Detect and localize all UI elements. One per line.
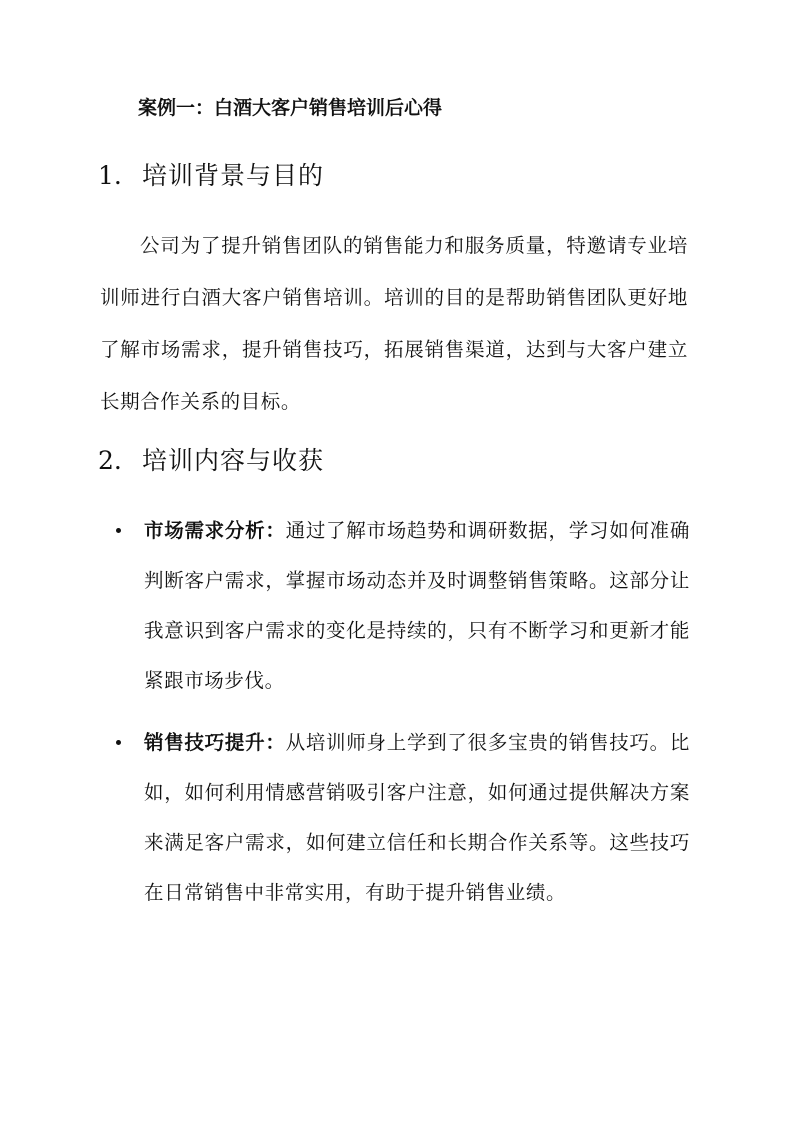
- section-number: 1.: [98, 161, 122, 190]
- document-title: 案例一：白酒大客户销售培训后心得: [138, 97, 443, 119]
- bullet-dot-icon: [116, 740, 121, 745]
- bullet-body: [144, 506, 690, 706]
- bullet-term: 销售技巧提升：: [144, 731, 286, 754]
- section-title: 培训背景与目的: [142, 161, 325, 190]
- bullet-text: 从培训师身上学到了很多宝贵的销售技巧。比如，如何利用情感营销吸引客户注意，如何通过提供解决方案来满足客户需求，如何建立信任和长期合作关系等。这些技巧在日常销售中非常实用，有助于提升销售业绩。: [144, 731, 690, 904]
- bullet-body: [144, 718, 690, 918]
- bullet-dot-icon: [116, 528, 121, 533]
- bullet-text: 通过了解市场趋势和调研数据，学习如何准确判断客户需求，掌握市场动态并及时调整销售策略。这部分让我意识到客户需求的变化是持续的，只有不断学习和更新才能紧跟市场步伐。: [144, 519, 690, 692]
- section-number: 2.: [98, 446, 122, 475]
- section-heading-1: [98, 158, 324, 194]
- section-1-paragraph: 公司为了提升销售团队的销售能力和服务质量，特邀请专业培训师进行白酒大客户销售培训。培训的目的是帮助销售团队更好地了解市场需求，提升销售技巧，拓展销售渠道，达到与大客户建立长期合作关系的目标。: [100, 234, 688, 413]
- section-heading-2: [98, 443, 324, 479]
- bullet-term: 市场需求分析：: [144, 519, 286, 542]
- section-title: 培训内容与收获: [142, 446, 325, 475]
